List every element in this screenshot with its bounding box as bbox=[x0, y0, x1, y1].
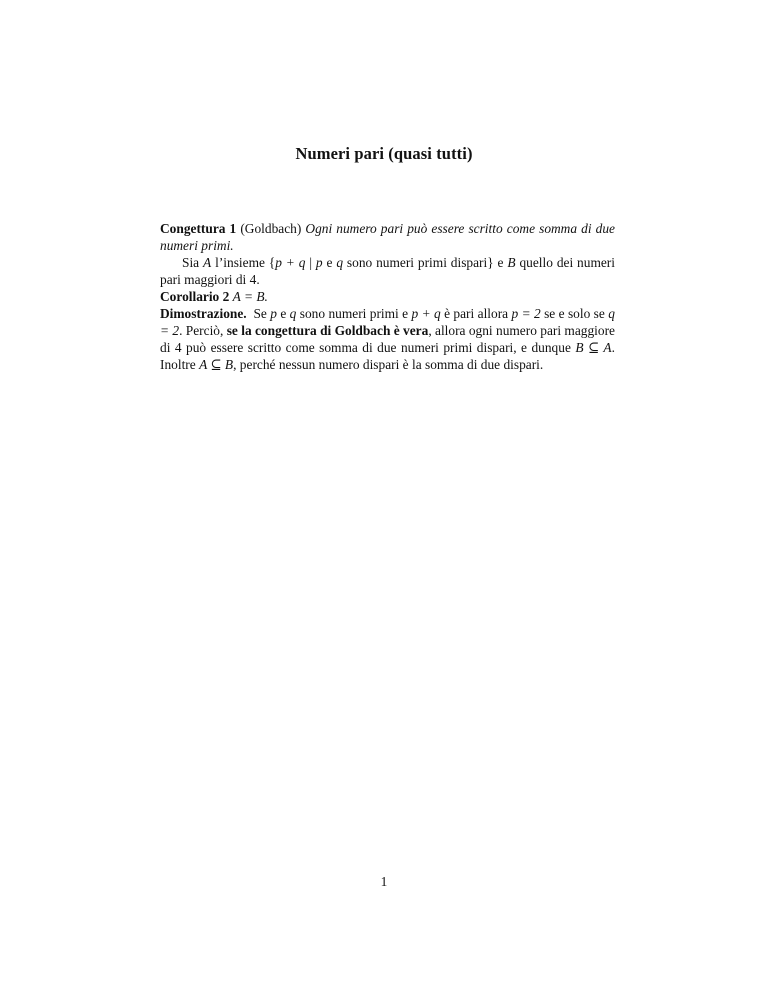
var-q: q bbox=[336, 255, 344, 270]
set-a-symbol: A bbox=[203, 255, 212, 270]
document-body bbox=[160, 220, 615, 373]
corollary-label: Corollario 2 bbox=[160, 289, 230, 304]
set-b-symbol: B bbox=[507, 255, 516, 270]
corollary-statement: A = B. bbox=[232, 289, 268, 304]
conjecture-label: Congettura 1 bbox=[160, 221, 237, 236]
definition-lead: Sia bbox=[182, 255, 200, 270]
proof-s8: , perché nessun numero dispari è la somma di due dispari. bbox=[233, 357, 544, 372]
set-builder-bar: | bbox=[309, 255, 312, 270]
expr-p-plus-q: p + q bbox=[275, 255, 306, 270]
proof-s4: se e solo se bbox=[544, 306, 605, 321]
page-number: 1 bbox=[380, 874, 388, 889]
definition-paragraph bbox=[160, 254, 615, 288]
conjecture-statement: Ogni numero pari può essere scritto come somma di due numeri primi. bbox=[160, 221, 615, 253]
proof-s2: sono numeri primi e bbox=[299, 306, 409, 321]
proof-p1: p bbox=[270, 306, 277, 321]
proof-s6: , allora ogni numero pari maggiore di 4 può essere scritto come somma di due numeri primi dispari, e dunque bbox=[160, 323, 615, 355]
proof-s7: . Inoltre bbox=[160, 340, 615, 372]
proof-p-plus-q: p + q bbox=[411, 306, 441, 321]
proof-emphasis: se la congettura di Goldbach è vera bbox=[226, 323, 429, 338]
proof-s1: Se bbox=[253, 306, 267, 321]
definition-text-3: quello dei numeri pari maggiori di 4. bbox=[160, 255, 615, 287]
proof-label: Dimostrazione. bbox=[160, 306, 247, 321]
proof-p-eq-2: p = 2 bbox=[511, 306, 541, 321]
definition-text-1: l’insieme { bbox=[215, 255, 276, 270]
proof-b-subset-a: B ⊆ A bbox=[575, 340, 612, 355]
proof-block bbox=[160, 305, 615, 373]
proof-a-subset-b: A ⊆ B bbox=[199, 357, 234, 372]
proof-s3: è pari allora bbox=[444, 306, 509, 321]
conj-e: e bbox=[326, 255, 333, 270]
var-p: p bbox=[315, 255, 323, 270]
corollary-block bbox=[160, 288, 615, 305]
definition-text-2: sono numeri primi dispari} e bbox=[346, 255, 504, 270]
conjecture-block bbox=[160, 220, 615, 254]
conjecture-attribution: (Goldbach) bbox=[240, 221, 302, 236]
page-title: Numeri pari (quasi tutti) bbox=[295, 144, 473, 163]
proof-e1: e bbox=[280, 306, 287, 321]
proof-q1: q bbox=[289, 306, 297, 321]
proof-q-eq-2: q = 2 bbox=[160, 306, 615, 338]
proof-s5: . Perciò, bbox=[179, 323, 224, 338]
